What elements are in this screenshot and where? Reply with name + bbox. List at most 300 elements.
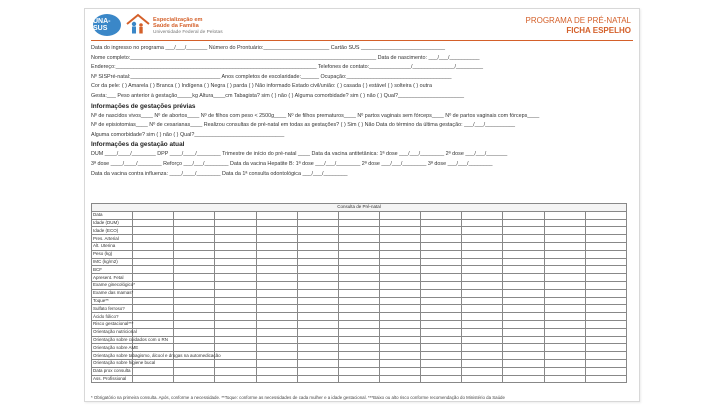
table-cell[interactable] — [421, 375, 462, 383]
table-cell[interactable] — [256, 305, 297, 313]
table-cell[interactable] — [421, 242, 462, 250]
table-row — [92, 313, 627, 321]
table-cell[interactable] — [215, 274, 256, 282]
table-cell[interactable] — [379, 242, 420, 250]
table-cell[interactable] — [338, 320, 379, 328]
table-cell[interactable] — [297, 359, 338, 367]
table-cell[interactable] — [585, 352, 626, 360]
specialization-line2: Saúde da Família — [153, 23, 199, 30]
table-cell[interactable] — [297, 227, 338, 235]
table-cell[interactable] — [379, 320, 420, 328]
table-cell[interactable] — [297, 281, 338, 289]
table-cell[interactable] — [256, 320, 297, 328]
table-cell[interactable] — [297, 313, 338, 321]
table-cell[interactable] — [544, 258, 585, 266]
table-cell[interactable] — [462, 258, 503, 266]
table-cell[interactable] — [174, 219, 215, 227]
table-cell[interactable] — [503, 242, 544, 250]
table-cell[interactable] — [256, 289, 297, 297]
table-cell[interactable] — [544, 344, 585, 352]
section-current-pregnancy: Informações da gestação atual — [91, 141, 185, 149]
table-cell[interactable] — [338, 336, 379, 344]
table-cell[interactable] — [133, 227, 174, 235]
table-cell[interactable] — [297, 258, 338, 266]
table-cell[interactable] — [215, 281, 256, 289]
table-cell[interactable] — [421, 344, 462, 352]
table-cell[interactable] — [215, 266, 256, 274]
table-cell[interactable] — [338, 235, 379, 243]
table-cell[interactable] — [544, 219, 585, 227]
row-label: Orientação sobre cuidados com o RN — [93, 336, 169, 342]
table-cell[interactable] — [174, 313, 215, 321]
table-cell[interactable] — [215, 297, 256, 305]
table-cell[interactable] — [174, 305, 215, 313]
table-cell[interactable] — [215, 313, 256, 321]
table-cell[interactable] — [421, 219, 462, 227]
table-cell[interactable] — [174, 320, 215, 328]
table-cell[interactable] — [544, 313, 585, 321]
table-cell[interactable] — [215, 250, 256, 258]
table-cell[interactable] — [503, 211, 544, 219]
table-cell[interactable] — [503, 250, 544, 258]
row-label: IMC (kg/m2) — [92, 258, 133, 266]
table-cell[interactable] — [421, 289, 462, 297]
table-cell[interactable] — [297, 219, 338, 227]
table-cell[interactable] — [338, 352, 379, 360]
table-cell[interactable] — [297, 297, 338, 305]
table-row — [92, 211, 627, 219]
table-cell[interactable] — [421, 227, 462, 235]
table-cell[interactable] — [503, 274, 544, 282]
table-cell[interactable] — [462, 266, 503, 274]
table-cell[interactable] — [503, 328, 544, 336]
table-cell[interactable] — [338, 313, 379, 321]
table-cell[interactable] — [421, 336, 462, 344]
field-line[interactable]: Nome completo:__________________________________________________________________________________ Data de nascimento: ___/___/__________ — [91, 54, 480, 61]
table-cell[interactable] — [379, 227, 420, 235]
table-cell[interactable] — [338, 258, 379, 266]
table-cell[interactable] — [133, 242, 174, 250]
table-row — [92, 258, 627, 266]
table-cell[interactable] — [256, 266, 297, 274]
table-cell[interactable] — [215, 242, 256, 250]
table-cell[interactable] — [503, 305, 544, 313]
table-cell[interactable] — [256, 375, 297, 383]
table-cell[interactable] — [338, 359, 379, 367]
field-line[interactable]: Nº de episiotomias____ Nº de cesarianas____ Realizou consultas de pré-natal em todas as gestações? ( ) Sim ( ) Não Data do término da última gestação: ___/___/__________ — [91, 122, 516, 129]
table-cell[interactable] — [462, 352, 503, 360]
table-cell[interactable] — [256, 297, 297, 305]
table-cell[interactable] — [379, 328, 420, 336]
table-cell[interactable] — [503, 235, 544, 243]
table-cell[interactable] — [174, 235, 215, 243]
table-cell[interactable] — [256, 258, 297, 266]
row-label: Data prox consulta — [92, 367, 133, 375]
table-cell[interactable] — [544, 235, 585, 243]
table-cell[interactable] — [462, 242, 503, 250]
table-cell[interactable] — [174, 344, 215, 352]
table-cell[interactable] — [462, 336, 503, 344]
table-cell[interactable] — [297, 367, 338, 375]
table-cell[interactable] — [379, 305, 420, 313]
table-cell[interactable] — [585, 367, 626, 375]
table-cell[interactable] — [379, 258, 420, 266]
table-cell[interactable] — [338, 328, 379, 336]
table-cell[interactable] — [133, 250, 174, 258]
table-cell[interactable] — [133, 344, 174, 352]
university-name: Universidade Federal de Pelotas — [153, 29, 223, 35]
table-cell[interactable] — [379, 289, 420, 297]
table-cell[interactable] — [503, 320, 544, 328]
table-cell[interactable] — [174, 336, 215, 344]
table-cell[interactable] — [338, 266, 379, 274]
table-cell[interactable] — [503, 352, 544, 360]
table-cell[interactable] — [585, 211, 626, 219]
table-cell[interactable] — [133, 266, 174, 274]
table-cell[interactable] — [338, 211, 379, 219]
table-cell[interactable] — [256, 281, 297, 289]
table-row — [92, 352, 627, 360]
table-cell[interactable] — [256, 242, 297, 250]
table-cell[interactable] — [421, 320, 462, 328]
table-cell[interactable] — [215, 344, 256, 352]
table-cell[interactable] — [215, 258, 256, 266]
table-cell[interactable] — [503, 297, 544, 305]
table-cell[interactable] — [256, 336, 297, 344]
table-cell[interactable] — [256, 219, 297, 227]
table-cell[interactable] — [133, 313, 174, 321]
table-cell[interactable] — [421, 235, 462, 243]
table-cell[interactable] — [585, 227, 626, 235]
table-cell[interactable] — [338, 289, 379, 297]
table-cell[interactable] — [462, 250, 503, 258]
table-cell[interactable] — [379, 344, 420, 352]
table-cell[interactable] — [544, 250, 585, 258]
table-cell[interactable] — [174, 359, 215, 367]
table-cell[interactable] — [379, 297, 420, 305]
field-line[interactable]: Cor da pele: ( ) Amarela ( ) Branca ( ) Indígena ( ) Negra ( ) parda ( ) Não informado Estado civil/união: ( ) casada ( ) estável ( ) solteira ( ) outra — [91, 83, 432, 90]
table-cell[interactable] — [585, 297, 626, 305]
table-row — [92, 367, 627, 375]
table-cell[interactable] — [133, 375, 174, 383]
table-cell[interactable] — [462, 211, 503, 219]
table-cell[interactable] — [462, 320, 503, 328]
table-cell[interactable] — [133, 328, 174, 336]
table-row — [92, 336, 627, 344]
table-cell[interactable] — [421, 266, 462, 274]
table-cell[interactable] — [297, 375, 338, 383]
table-cell[interactable] — [421, 211, 462, 219]
table-cell[interactable] — [503, 219, 544, 227]
table-cell[interactable] — [215, 320, 256, 328]
field-line[interactable]: Nº de nascidos vivos____ Nº de abortos____ Nº de filhos com peso < 2500g____ Nº de filhos prematuros____ Nº partos vaginais sem fórceps____ Nº de partos vaginais com fórceps____ — [91, 112, 540, 119]
table-cell[interactable] — [462, 375, 503, 383]
table-row — [92, 375, 627, 383]
table-cell[interactable] — [338, 219, 379, 227]
table-cell[interactable] — [585, 328, 626, 336]
table-cell[interactable] — [462, 305, 503, 313]
family-house-icon — [125, 12, 151, 36]
table-cell[interactable] — [379, 359, 420, 367]
table-cell[interactable] — [503, 266, 544, 274]
table-cell[interactable] — [297, 336, 338, 344]
table-cell[interactable] — [585, 250, 626, 258]
field-line[interactable]: Alguma comorbidade? sim ( ) não ( ) Qual?______________________________ — [91, 131, 285, 138]
table-cell[interactable] — [544, 227, 585, 235]
table-cell[interactable] — [462, 328, 503, 336]
table-cell[interactable] — [297, 320, 338, 328]
table-cell[interactable] — [503, 289, 544, 297]
table-cell[interactable] — [297, 352, 338, 360]
table-cell[interactable] — [215, 219, 256, 227]
table-cell[interactable] — [338, 274, 379, 282]
table-cell[interactable] — [215, 352, 256, 360]
table-cell[interactable] — [256, 313, 297, 321]
table-cell[interactable] — [174, 227, 215, 235]
table-cell[interactable] — [297, 266, 338, 274]
table-cell[interactable] — [174, 328, 215, 336]
table-cell[interactable] — [297, 211, 338, 219]
table-cell[interactable] — [544, 328, 585, 336]
table-cell[interactable] — [256, 227, 297, 235]
table-cell[interactable] — [462, 219, 503, 227]
table-cell[interactable] — [503, 227, 544, 235]
table-cell[interactable] — [338, 344, 379, 352]
table-cell[interactable] — [215, 359, 256, 367]
table-cell[interactable] — [133, 289, 174, 297]
table-cell[interactable] — [297, 289, 338, 297]
field-line[interactable]: Data da vacina contra influenza: ____/____/________ Data da 1ª consulta odontológica ___/___/________ — [91, 170, 348, 177]
table-cell[interactable] — [215, 211, 256, 219]
table-cell[interactable] — [462, 297, 503, 305]
table-cell[interactable] — [462, 313, 503, 321]
table-cell[interactable] — [421, 359, 462, 367]
table-cell[interactable] — [585, 320, 626, 328]
table-cell[interactable] — [503, 367, 544, 375]
table-cell[interactable] — [133, 297, 174, 305]
table-cell[interactable] — [421, 297, 462, 305]
table-cell[interactable] — [215, 336, 256, 344]
table-cell[interactable] — [421, 274, 462, 282]
table-cell[interactable] — [256, 359, 297, 367]
table-cell[interactable] — [379, 211, 420, 219]
table-row — [92, 219, 627, 227]
table-cell[interactable] — [585, 242, 626, 250]
table-cell[interactable] — [297, 235, 338, 243]
table-cell[interactable] — [503, 344, 544, 352]
table-cell[interactable] — [379, 336, 420, 344]
table-cell[interactable] — [544, 211, 585, 219]
table-cell[interactable] — [379, 375, 420, 383]
table-cell[interactable] — [585, 344, 626, 352]
table-cell[interactable] — [544, 352, 585, 360]
table-cell[interactable] — [544, 336, 585, 344]
table-cell[interactable] — [256, 328, 297, 336]
table-cell[interactable] — [503, 313, 544, 321]
table-cell[interactable] — [379, 352, 420, 360]
table-cell[interactable] — [215, 375, 256, 383]
table-cell[interactable] — [297, 242, 338, 250]
table-cell[interactable] — [133, 258, 174, 266]
table-cell[interactable] — [174, 375, 215, 383]
table-cell[interactable] — [421, 250, 462, 258]
table-cell[interactable] — [174, 266, 215, 274]
table-cell[interactable] — [503, 258, 544, 266]
table-cell[interactable] — [585, 375, 626, 383]
field-line[interactable]: Nº SISPré-natal:______________________________ Anos completos de escolaridade:______ Ocupação:___________________________________ — [91, 73, 452, 80]
field-line[interactable]: Gesta:___ Peso anterior à gestação_____kg Altura____cm Tabagista? sim ( ) não ( ) Alguma comorbidade? sim ( ) não ( ) Qual?______________________ — [91, 92, 464, 99]
table-cell[interactable] — [133, 305, 174, 313]
table-cell[interactable] — [462, 367, 503, 375]
table-cell[interactable] — [297, 250, 338, 258]
table-cell[interactable] — [544, 359, 585, 367]
table-cell[interactable] — [544, 367, 585, 375]
table-cell[interactable] — [338, 305, 379, 313]
table-cell[interactable] — [338, 281, 379, 289]
table-cell[interactable] — [338, 297, 379, 305]
table-cell[interactable] — [421, 281, 462, 289]
table-row — [92, 297, 627, 305]
table-cell[interactable] — [585, 336, 626, 344]
table-cell[interactable] — [379, 235, 420, 243]
table-cell[interactable] — [379, 266, 420, 274]
table-row — [92, 242, 627, 250]
table-cell[interactable] — [174, 211, 215, 219]
table-cell[interactable] — [585, 313, 626, 321]
specialization-line1: Especialização em — [153, 17, 203, 23]
table-cell[interactable] — [544, 305, 585, 313]
table-cell[interactable] — [215, 367, 256, 375]
table-cell[interactable] — [379, 367, 420, 375]
table-cell[interactable] — [462, 274, 503, 282]
table-cell[interactable] — [338, 242, 379, 250]
table-cell[interactable] — [174, 242, 215, 250]
table-cell[interactable] — [338, 250, 379, 258]
table-cell[interactable] — [585, 359, 626, 367]
table-cell[interactable] — [421, 352, 462, 360]
table-cell[interactable] — [544, 375, 585, 383]
field-line[interactable]: Data do ingresso no programa ___/___/_______ Número do Prontuário:______________________ Cartão SUS ____________________________ — [91, 45, 445, 51]
table-cell[interactable] — [297, 344, 338, 352]
table-row — [92, 328, 627, 336]
table-cell[interactable] — [585, 258, 626, 266]
table-cell[interactable] — [215, 235, 256, 243]
table-cell[interactable] — [503, 336, 544, 344]
prenatal-consultation-table — [91, 203, 627, 383]
table-cell[interactable] — [379, 313, 420, 321]
table-cell[interactable] — [585, 289, 626, 297]
table-cell[interactable] — [462, 235, 503, 243]
table-cell[interactable] — [256, 274, 297, 282]
table-cell[interactable] — [421, 367, 462, 375]
table-cell[interactable] — [544, 274, 585, 282]
table-cell[interactable] — [462, 289, 503, 297]
table-cell[interactable] — [338, 375, 379, 383]
field-line[interactable]: DUM ____/____/________ DPP ____/____/________ Trimestre de início do pré-natal ____ Data da vacina antitetânica: 1ª dose ___/___/________ 2ª dose ___/___/_______ — [91, 151, 508, 158]
table-cell[interactable] — [338, 367, 379, 375]
table-cell[interactable] — [379, 250, 420, 258]
table-cell[interactable] — [585, 266, 626, 274]
table-cell[interactable] — [174, 367, 215, 375]
table-cell[interactable] — [174, 297, 215, 305]
row-label: Sulfato ferroso? — [92, 305, 133, 313]
table-cell[interactable] — [256, 211, 297, 219]
table-cell[interactable] — [174, 289, 215, 297]
table-cell[interactable] — [256, 250, 297, 258]
table-row — [92, 359, 627, 367]
table-cell[interactable] — [462, 281, 503, 289]
table-cell[interactable] — [544, 266, 585, 274]
field-line[interactable]: 3ª dose ____/____/________ Reforço ___/___/________ Data da vacina Hepatite B: 1ª dose ___/___/________ 2ª dose ___/___/________ 3ª dose ___/___/________ — [91, 160, 493, 167]
header-divider — [91, 40, 633, 41]
table-cell[interactable] — [379, 219, 420, 227]
table-cell[interactable] — [462, 344, 503, 352]
table-row — [92, 281, 627, 289]
table-cell[interactable] — [256, 344, 297, 352]
table-cell[interactable] — [133, 219, 174, 227]
table-cell[interactable] — [503, 281, 544, 289]
table-cell[interactable] — [585, 281, 626, 289]
table-cell[interactable] — [503, 375, 544, 383]
table-cell[interactable] — [174, 258, 215, 266]
table-cell[interactable] — [421, 258, 462, 266]
field-line[interactable]: Endereço:___________________________________________________________________ Telefones de contato:______________/______________/_________ — [91, 64, 484, 71]
table-cell[interactable] — [585, 274, 626, 282]
table-cell[interactable] — [585, 219, 626, 227]
table-cell[interactable] — [256, 367, 297, 375]
table-cell[interactable] — [297, 274, 338, 282]
table-cell[interactable] — [174, 274, 215, 282]
row-label: Orientação nutricional — [93, 329, 137, 335]
table-cell[interactable] — [462, 227, 503, 235]
table-row — [92, 344, 627, 352]
table-cell[interactable] — [215, 227, 256, 235]
table-cell[interactable] — [585, 235, 626, 243]
table-cell[interactable] — [379, 274, 420, 282]
table-cell[interactable] — [544, 297, 585, 305]
table-cell[interactable] — [256, 352, 297, 360]
table-cell[interactable] — [215, 289, 256, 297]
table-cell[interactable] — [544, 320, 585, 328]
form-title: FICHA ESPELHO — [566, 26, 631, 35]
table-cell[interactable] — [297, 328, 338, 336]
table-cell[interactable] — [585, 305, 626, 313]
table-cell[interactable] — [421, 328, 462, 336]
table-cell[interactable] — [544, 289, 585, 297]
table-cell[interactable] — [338, 227, 379, 235]
table-cell[interactable] — [421, 313, 462, 321]
table-cell[interactable] — [544, 281, 585, 289]
table-cell[interactable] — [462, 359, 503, 367]
table-cell[interactable] — [133, 274, 174, 282]
table-cell[interactable] — [174, 281, 215, 289]
table-cell[interactable] — [256, 235, 297, 243]
table-cell[interactable] — [215, 328, 256, 336]
table-cell[interactable] — [133, 211, 174, 219]
table-cell[interactable] — [544, 242, 585, 250]
table-cell[interactable] — [133, 320, 174, 328]
table-cell[interactable] — [174, 250, 215, 258]
row-label: Peso (kg) — [92, 250, 133, 258]
table-cell[interactable] — [421, 305, 462, 313]
table-cell[interactable] — [133, 367, 174, 375]
table-cell[interactable] — [133, 235, 174, 243]
table-cell[interactable] — [215, 305, 256, 313]
table-cell[interactable] — [503, 359, 544, 367]
table-cell[interactable] — [379, 281, 420, 289]
table-cell[interactable] — [133, 281, 174, 289]
table-cell[interactable] — [297, 305, 338, 313]
